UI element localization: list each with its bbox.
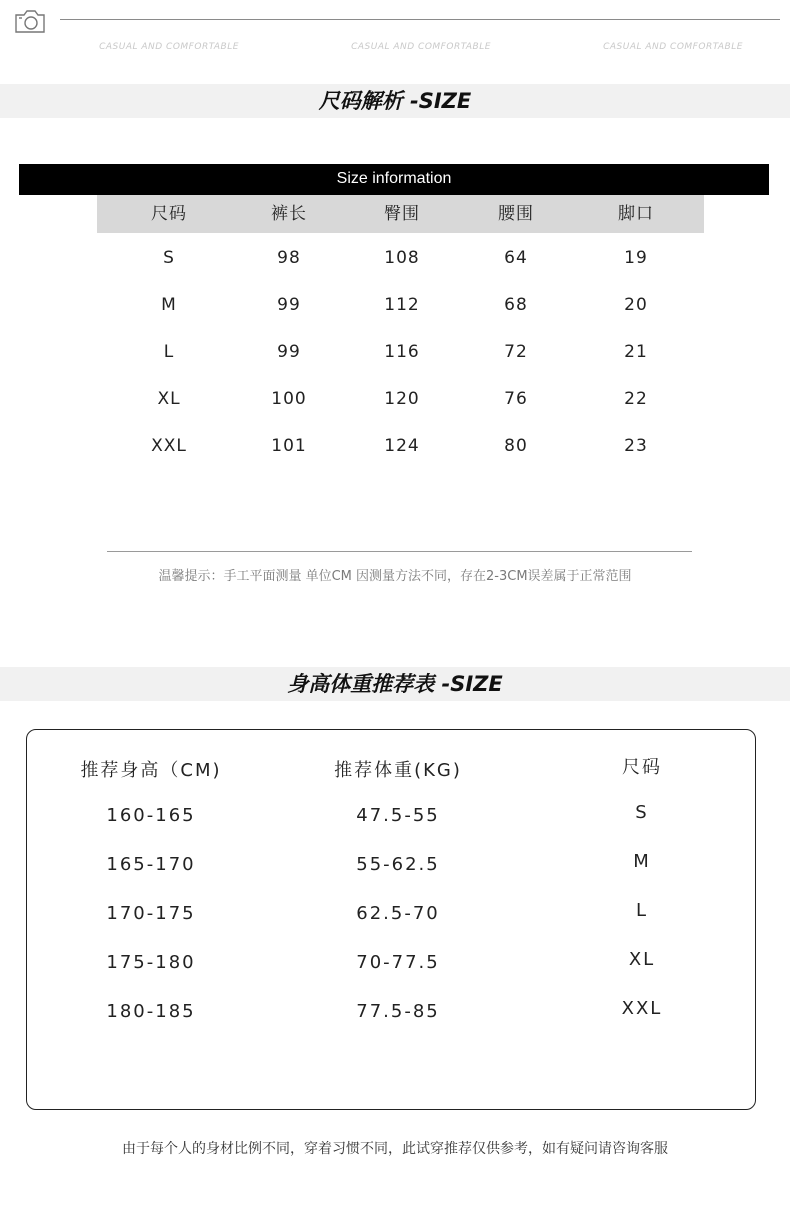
table-cell: 21 — [624, 342, 648, 362]
recommend-note: 由于每个人的身材比例不同，穿着习惯不同，此试穿推荐仅供参考，如有疑问请咨询客服 — [122, 1141, 668, 1157]
table-cell: XXL — [621, 998, 663, 1019]
table-cell: XL — [628, 949, 656, 970]
table-row — [97, 235, 704, 282]
table-cell: XXL — [151, 436, 187, 456]
table-cell: L — [163, 342, 175, 362]
size-section-band — [0, 84, 790, 118]
table-cell: L — [635, 900, 649, 921]
note-divider — [107, 551, 692, 552]
table-cell: 101 — [271, 436, 307, 456]
table-cell: 68 — [504, 295, 528, 315]
table-cell: XL — [157, 389, 181, 409]
table-cell: S — [163, 248, 175, 268]
table-row — [97, 329, 704, 376]
table-row — [97, 376, 704, 423]
table-cell: 77.5-85 — [356, 1001, 440, 1022]
table-cell: S — [635, 802, 649, 823]
table-cell: M — [633, 851, 651, 872]
table-cell: 23 — [624, 436, 648, 456]
size-info-bar: Size information — [19, 164, 769, 195]
table-cell: 116 — [384, 342, 420, 362]
column-header: 尺码 — [622, 757, 662, 778]
measurement-note: 温馨提示：手工平面测量 单位CM 因测量方法不同，存在2-3CM误差属于正常范围 — [158, 569, 632, 584]
tagline: CASUAL AND COMFORTABLE — [99, 42, 239, 52]
column-header: 推荐体重(KG) — [334, 760, 462, 781]
table-cell: 47.5-55 — [356, 805, 440, 826]
table-cell: 99 — [277, 342, 301, 362]
table-row — [97, 423, 704, 470]
column-header: 尺码 — [151, 204, 187, 224]
table-cell: 80 — [504, 436, 528, 456]
column-header: 臀围 — [384, 204, 420, 224]
table-cell: 62.5-70 — [356, 903, 440, 924]
tagline: CASUAL AND COMFORTABLE — [351, 42, 491, 52]
header-divider — [60, 19, 780, 20]
table-cell: 120 — [384, 389, 420, 409]
recommend-section-title: 身高体重推荐表 -SIZE — [287, 672, 503, 696]
table-cell: 22 — [624, 389, 648, 409]
table-cell: 99 — [277, 295, 301, 315]
table-cell: 20 — [624, 295, 648, 315]
table-cell: 160-165 — [106, 805, 196, 826]
table-cell: 70-77.5 — [356, 952, 440, 973]
table-row — [97, 282, 704, 329]
column-header: 腰围 — [498, 204, 534, 224]
table-cell: M — [161, 295, 177, 315]
column-header: 推荐身高（CM) — [80, 760, 222, 781]
column-header: 裤长 — [271, 204, 307, 224]
column-header: 脚口 — [618, 204, 654, 224]
recommend-section-band — [0, 667, 790, 701]
table-cell: 175-180 — [106, 952, 196, 973]
table-cell: 165-170 — [106, 854, 196, 875]
size-table-header — [97, 195, 704, 233]
camera-icon — [14, 8, 46, 34]
table-cell: 124 — [384, 436, 420, 456]
tagline: CASUAL AND COMFORTABLE — [603, 42, 743, 52]
table-cell: 180-185 — [106, 1001, 196, 1022]
table-cell: 72 — [504, 342, 528, 362]
table-cell: 19 — [624, 248, 648, 268]
size-section-title: 尺码解析 -SIZE — [318, 89, 472, 113]
table-cell: 64 — [504, 248, 528, 268]
table-cell: 100 — [271, 389, 307, 409]
table-cell: 76 — [504, 389, 528, 409]
table-cell: 108 — [384, 248, 420, 268]
table-cell: 98 — [277, 248, 301, 268]
table-cell: 55-62.5 — [356, 854, 440, 875]
table-cell: 112 — [384, 295, 420, 315]
table-cell: 170-175 — [106, 903, 196, 924]
